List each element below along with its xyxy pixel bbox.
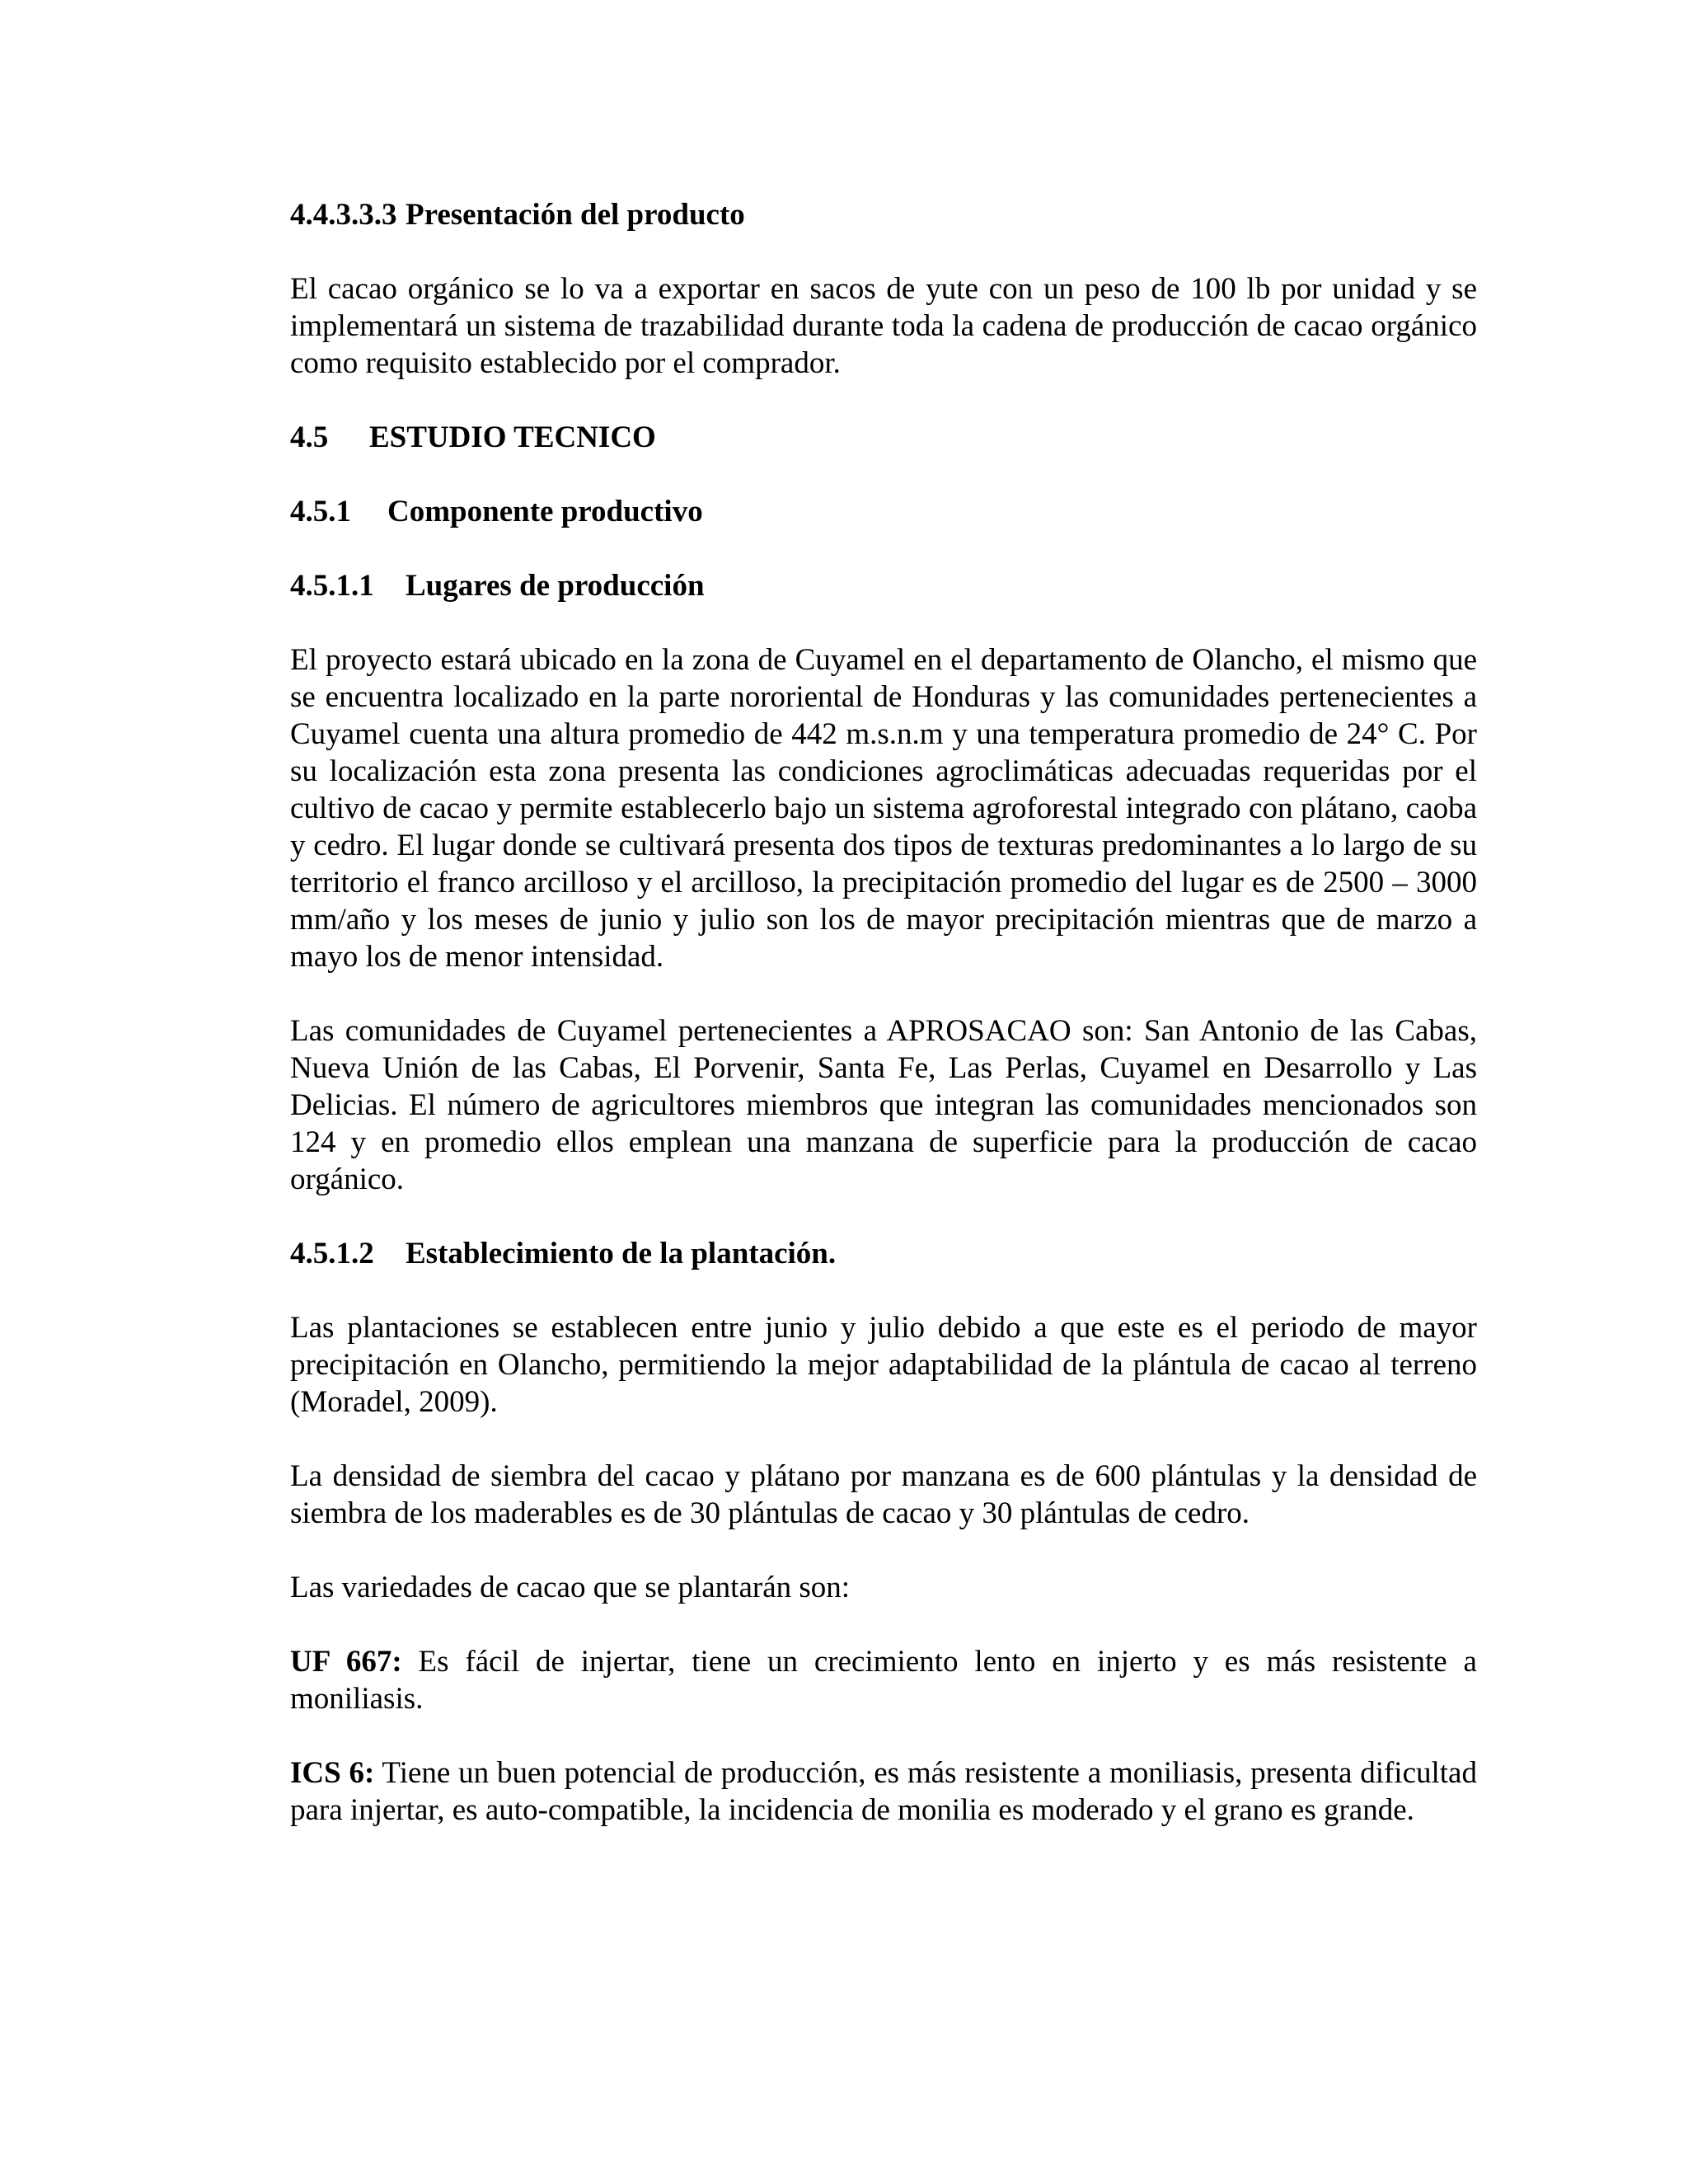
heading-title: Establecimiento de la plantación. <box>406 1237 837 1270</box>
paragraph-presentacion: El cacao orgánico se lo va a exportar en sacos de yute con un peso de 100 lb por unidad y se implementará un sistema de trazabilidad durante toda la cadena de producción de cacao orgánico como requisito establecido por el comprador. <box>290 272 1477 380</box>
paragraph-comunidades: Las comunidades de Cuyamel pertenecientes a APROSACAO son: San Antonio de las Cabas, Nueva Unión de las Cabas, El Porvenir, Santa Fe, Las Perlas, Cuyamel en Desarrollo y Las Delicias. El número de agricultores miembros que integran las comunidades mencionados son 124 y en promedio ellos emplean una manzana de superficie para la producción de cacao orgánico. <box>290 1014 1477 1196</box>
variety-name: ICS 6: <box>290 1756 375 1790</box>
heading-componente-productivo <box>290 493 1477 530</box>
paragraph-variedades-intro: Las variedades de cacao que se plantarán son: <box>290 1571 851 1604</box>
heading-number: 4.5.1.1 <box>290 569 374 603</box>
variety-description: Es fácil de injertar, tiene un crecimiento lento en injerto y es más resistente a moniliasis. <box>290 1645 1477 1716</box>
paragraph-epoca-siembra: Las plantaciones se establecen entre junio y julio debido a que este es el periodo de mayor precipitación en Olancho, permitiendo la mejor adaptabilidad de la plántula de cacao al terreno (Moradel, 2009). <box>290 1311 1477 1419</box>
paragraph-ubicacion: El proyecto estará ubicado en la zona de Cuyamel en el departamento de Olancho, el mismo que se encuentra localizado en la parte nororiental de Honduras y las comunidades pertenecientes a Cuyamel cuenta una altura promedio de 442 m.s.n.m y una temperatura promedio de 24° C. Por su localización esta zona presenta las condiciones agroclimáticas adecuadas requeridas por el cultivo de cacao y permite establecerlo bajo un sistema agroforestal integrado con plátano, caoba y cedro. El lugar donde se cultivará presenta dos tipos de texturas predominantes a lo largo de su territorio el franco arcilloso y el arcilloso, la precipitación promedio del lugar es de 2500 – 3000 mm/año y los meses de junio y julio son los de mayor precipitación mientras que de marzo a mayo los de menor intensidad. <box>290 643 1477 974</box>
heading-number: 4.5.1 <box>290 495 351 528</box>
variety-ics-6 <box>290 1754 1477 1829</box>
heading-title: Lugares de producción <box>406 569 705 603</box>
heading-estudio-tecnico <box>290 419 1477 456</box>
heading-number: 4.5 <box>290 420 329 454</box>
heading-lugares-produccion <box>290 567 1477 604</box>
heading-number: 4.4.3.3.3 <box>290 198 397 232</box>
document-page <box>290 196 1477 1866</box>
heading-title: Presentación del producto <box>406 198 745 232</box>
heading-presentacion-producto <box>290 196 1477 233</box>
heading-title: ESTUDIO TECNICO <box>369 420 656 454</box>
variety-description: Tiene un buen potencial de producción, es más resistente a moniliasis, presenta dificultad para injertar, es auto-compatible, la incidencia de monilia es moderado y el grano es grande. <box>290 1756 1477 1827</box>
heading-establecimiento-plantacion <box>290 1235 1477 1272</box>
heading-title: Componente productivo <box>387 495 703 528</box>
variety-uf-667 <box>290 1643 1477 1717</box>
variety-name: UF 667: <box>290 1645 402 1679</box>
heading-number: 4.5.1.2 <box>290 1237 374 1270</box>
paragraph-densidad-siembra: La densidad de siembra del cacao y plátano por manzana es de 600 plántulas y la densidad de siembra de los maderables es de 30 plántulas de cacao y 30 plántulas de cedro. <box>290 1459 1477 1530</box>
